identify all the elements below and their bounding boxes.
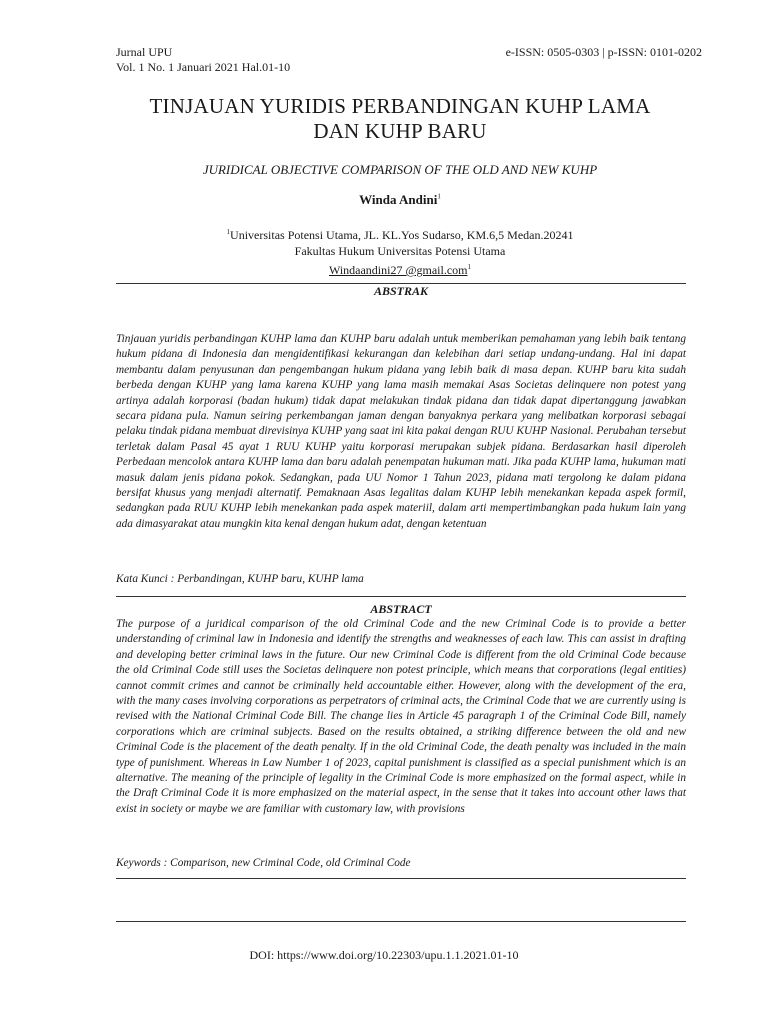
affiliation-sup: 1 [226, 228, 231, 236]
email-sup: 1 [467, 263, 472, 271]
affiliation-line-1: $^1$Universitas Potensi Utama, JL. KL.Yos Sudarso, KM.6,5 Medan.20241 [226, 228, 574, 242]
affiliation [80, 224, 720, 278]
divider-middle [116, 596, 686, 597]
email-line [80, 259, 720, 278]
paper-title [80, 94, 720, 144]
abstract-heading: ABSTRACT [370, 602, 432, 616]
author [80, 192, 720, 208]
author-sup: 1 [437, 192, 441, 201]
journal-header [116, 45, 290, 75]
abstract-text: The purpose of a juridical comparison of the old Criminal Code and the new Criminal Code is to provide a better understanding of criminal law in Indonesia and identify the strengths and weaknesses of each law. This can assist in drafting and developing better criminal laws in the future. Our new Criminal Code is different from the old Criminal Code because the old Criminal Code still uses the Societas delinquere non potest principle, which means that corporations (legal entities) cannot commit crimes and cannot be criminally held accountable either. However, along with the development of the era, with the many cases involving corporations as perpetrators of criminal acts, the Criminal Code that we are currently using is revised with the National Criminal Code Bill. The change lies in Article 45 paragraph 1 of the Criminal Code Bill, namely corporations which are criminal subjects. Based on the results obtained, a striking difference between the old and new Criminal Code is the placement of the death penalty. If in the old Criminal Code, the death penalty was included in the main type of punishment. Whereas in Law Number 1 of 2023, capital punishment is classified as a special punishment which is an alternative. The meaning of the principle of legality in the Criminal Code is more emphasized on the formal aspect, while in the Draft Criminal Code it is more emphasized on the material aspect, in the sense that it takes into account other laws that exist in society or maybe we are familiar with customary law, with provisions [116, 618, 686, 815]
abstrak-keywords: Kata Kunci : Perbandingan, KUHP baru, KUHP lama [116, 573, 364, 585]
doi-link[interactable]: DOI: https://www.doi.org/10.22303/upu.1.1.2021.01-10 [249, 948, 519, 962]
journal-volume: Vol. 1 No. 1 Januari 2021 Hal.01-10 [116, 60, 291, 74]
divider-bottom-2 [116, 921, 686, 922]
title-line-2: DAN KUHP BARU [313, 119, 487, 143]
paper-subtitle: JURIDICAL OBJECTIVE COMPARISON OF THE OLD AND NEW KUHP [202, 162, 598, 177]
email-link[interactable]: Windaandini27 @gmail.com [328, 263, 468, 277]
abstract-keywords: Keywords : Comparison, new Criminal Code, old Criminal Code [116, 857, 411, 869]
divider-bottom-1 [116, 878, 686, 879]
affiliation-line-2: Fakultas Hukum Universitas Potensi Utama [294, 244, 506, 258]
title-line-1: TINJAUAN YURIDIS PERBANDINGAN KUHP LAMA [149, 94, 651, 118]
author-name: Winda Andini [359, 192, 438, 207]
issn-header: e-ISSN: 0505-0303 | p-ISSN: 0101-0202 [505, 45, 702, 59]
journal-name: Jurnal UPU [116, 45, 173, 59]
abstrak-text: Tinjauan yuridis perbandingan KUHP lama dan KUHP baru adalah untuk memberikan pemahaman yang lebih baik tentang hukum pidana di Indonesia dan mengidentifikasi kekurangan dan kelebihan dari setiap undang-undang. Hal ini dapat membantu dalam penyusunan dan pengembangan hukum pidana yang lebih baik di masa depan. KUHP baru kita sudah berbeda dengan KUHP yang lama karena KUHP yang lama masih memakai Asas Societas delinquere non potest yang artinya adalah korporasi (badan hukum) tidak dapat melakukan tindak pidana dan tidak dapat dipertanggung jawabkan secara pidana pula. Namun seiring perkembangan jaman dengan banyaknya perkara yang melibatkan korporasi sebagai pelaku tindak pidana membuat direvisinya KUHP yang saat ini kita pakai dengan RUU KUHP Nasional. Perubahan tersebut terletak dalam Pasal 45 ayat 1 RUU KUHP yaitu korporasi merupakan subjek pidana. Berdasarkan hasil diperoleh Perbedaan mencolok antara KUHP lama dan baru adalah penempatan hukuman mati. Jika pada KUHP lama, hukuman mati masuk dalam jenis pidana pokok. Sedangkan, pada UU Nomor 1 Tahun 2023, pidana mati tergolong ke dalam pidana bersifat khusus yang menjadi alternatif. Pemaknaan Asas legalitas dalam KUHP lebih menekankan kepada aspek formil, sedangkan pada RUU KUHP lebih menekankan pada aspek materiil, dalam arti mempertimbangkan pada hukum lain yang ada dimasyarakat atau mungkin kita kenal dengan hukum adat, dengan ketentuan [116, 333, 686, 530]
abstrak-heading: ABSTRAK [373, 284, 429, 298]
